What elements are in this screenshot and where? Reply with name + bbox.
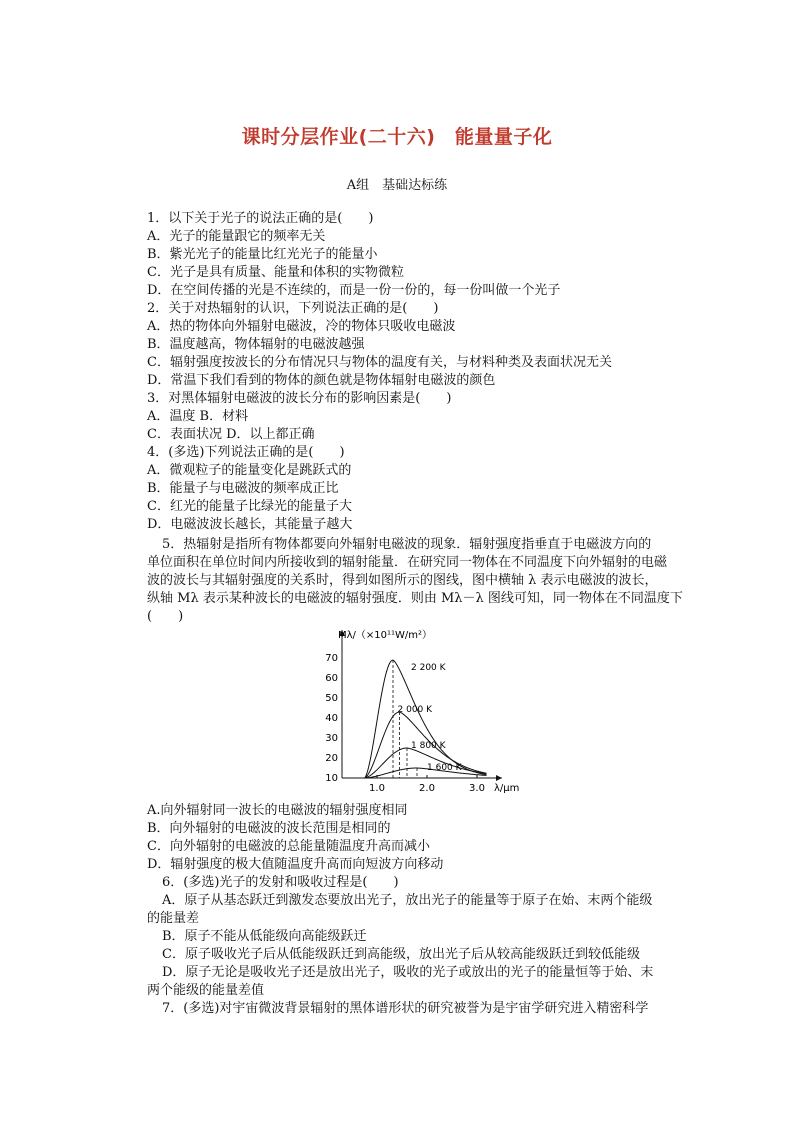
question-1-option-d: D．在空间传播的光是不连续的，而是一份一份的，每一份叫做一个光子 — [147, 283, 561, 298]
y-tick-label: 20 — [325, 753, 338, 764]
question-3-options-cd: C．表面状况 D．以上都正确 — [147, 427, 315, 442]
y-tick-label: 30 — [325, 733, 338, 744]
question-3-options-ab: A．温度 B．材料 — [147, 409, 249, 424]
question-1-option-a: A．光子的能量跟它的频率无关 — [147, 229, 326, 244]
series-curve — [365, 660, 487, 778]
y-axis-label: Mλ/（×10¹¹W/m²） — [338, 630, 433, 641]
blackbody-radiation-chart — [310, 622, 520, 802]
question-6-option-d-line1: D．原子无论是吸收光子还是放出光子，吸收的光子或放出的光子的能量恒等于始、末 — [162, 965, 654, 980]
y-tick-label: 10 — [325, 773, 338, 784]
question-7-stem-line1: 7．(多选)对宇宙微波背景辐射的黑体谱形状的研究被誉为是宇宙学研究进入精密科学 — [162, 1001, 649, 1016]
question-6-option-a-line1: A．原子从基态跃迁到激发态要放出光子，放出光子的能量等于原子在始、末两个能级 — [162, 893, 653, 908]
question-2-option-c: C．辐射强度按波长的分布情况只与物体的温度有关，与材料种类及表面状况无关 — [147, 355, 612, 370]
series-label: 2 200 K — [411, 663, 446, 673]
question-6-stem: 6．(多选)光子的发射和吸收过程是( ) — [162, 875, 399, 890]
question-5-option-b: B．向外辐射的电磁波的波长范围是相同的 — [147, 821, 391, 836]
question-6-option-c: C．原子吸收光子后从低能级跃迁到高能级，放出光子后从较高能级跃迁到较低能级 — [162, 947, 640, 962]
question-5-stem-line5: ( ) — [147, 609, 184, 624]
question-2-option-d: D．常温下我们看到的物体的颜色就是物体辐射电磁波的颜色 — [147, 373, 496, 388]
question-4-stem: 4．(多选)下列说法正确的是( ) — [147, 445, 345, 460]
question-1-option-c: C．光子是具有质量、能量和体积的实物微粒 — [147, 265, 404, 280]
question-5-option-a: A.向外辐射同一波长的电磁波的辐射强度相同 — [147, 803, 408, 818]
question-5-option-c: C．向外辐射的电磁波的总能量随温度升高而减小 — [147, 839, 430, 854]
chart-svg — [310, 622, 520, 802]
question-6-option-a-line2: 的能量差 — [147, 911, 200, 926]
x-tick-label: 2.0 — [419, 783, 435, 794]
question-1-option-b: B．紫光光子的能量比红光光子的能量小 — [147, 247, 378, 262]
question-5-option-d: D．辐射强度的极大值随温度升高而向短波方向移动 — [147, 857, 444, 872]
question-3-stem: 3．对黑体辐射电磁波的波长分布的影响因素是( ) — [147, 391, 452, 406]
question-4-option-d: D．电磁波波长越长，其能量子越大 — [147, 517, 353, 532]
series-label: 2 000 K — [397, 705, 433, 715]
question-5-stem-line4: 纵轴 Mλ 表示某种波长的电磁波的辐射强度．则由 Mλ－λ 图线可知，同一物体在不同温度下 — [147, 591, 683, 606]
question-4-option-a: A．微观粒子的能量变化是跳跃式的 — [147, 463, 352, 478]
section-heading: A组 基础达标练 — [346, 178, 448, 193]
y-tick-label: 70 — [325, 653, 338, 664]
question-2-stem: 2．关于对热辐射的认识，下列说法正确的是( ) — [147, 301, 439, 316]
y-tick-label: 60 — [325, 673, 338, 684]
page-title: 课时分层作业(二十六) 能量量子化 — [241, 126, 553, 148]
question-6-option-d-line2: 两个能级的能量差值 — [147, 983, 265, 998]
question-6-option-b: B．原子不能从低能级向高能级跃迁 — [162, 929, 367, 944]
question-1-stem: 1．以下关于光子的说法正确的是( ) — [147, 211, 374, 226]
question-4-option-b: B．能量子与电磁波的频率成正比 — [147, 481, 339, 496]
question-5-stem-line3: 波的波长与其辐射强度的关系时，得到如图所示的图线，图中横轴 λ 表示电磁波的波长， — [147, 573, 658, 588]
x-axis-label: λ/μm — [494, 783, 520, 794]
series-label: 1 800 K — [411, 741, 446, 751]
question-5-stem-line1: 5．热辐射是指所有物体都要向外辐射电磁波的现象．辐射强度指垂直于电磁波方向的 — [162, 537, 652, 552]
question-2-option-b: B．温度越高，物体辐射的电磁波越强 — [147, 337, 365, 352]
question-4-option-c: C．红光的能量子比绿光的能量子大 — [147, 499, 352, 514]
y-tick-label: 40 — [325, 713, 338, 724]
x-tick-label: 3.0 — [469, 783, 485, 794]
x-tick-label: 1.0 — [369, 783, 385, 794]
series-label: 1 600 K — [427, 763, 462, 773]
question-5-stem-line2: 单位面积在单位时间内所接收到的辐射能量．在研究同一物体在不同温度下向外辐射的电磁 — [147, 555, 668, 570]
x-axis-arrow — [496, 775, 502, 781]
y-tick-label: 50 — [325, 693, 338, 704]
question-2-option-a: A．热的物体向外辐射电磁波，冷的物体只吸收电磁波 — [147, 319, 456, 334]
